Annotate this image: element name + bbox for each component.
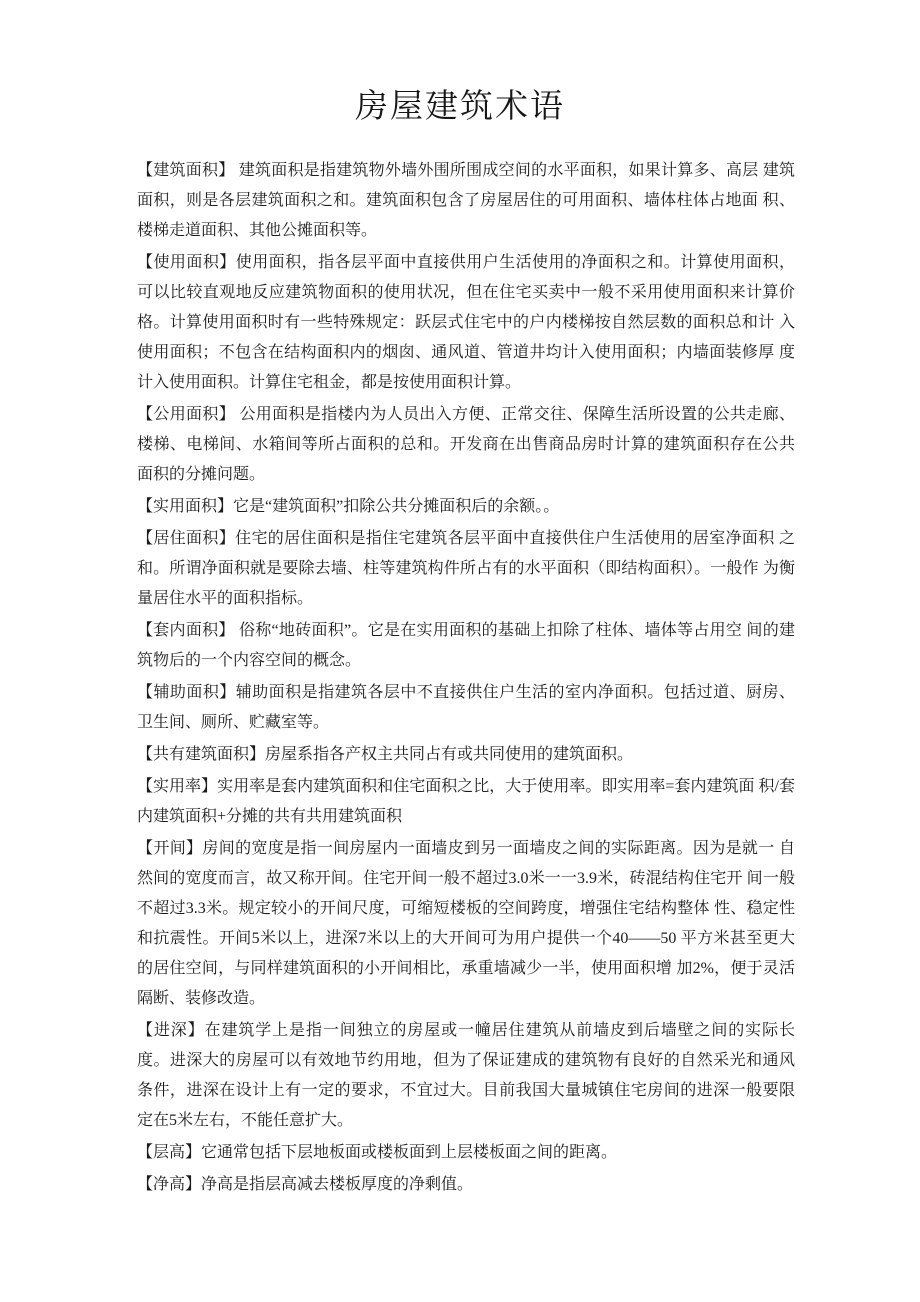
term-definition: 它通常包括下层地板面或楼板面到上层楼板面之间的距离。 xyxy=(201,1144,618,1161)
term-paragraph xyxy=(137,248,799,398)
term-label: 【净高】 xyxy=(137,1176,202,1193)
term-label: 【进深】 xyxy=(137,1022,205,1039)
term-definition: 俗称“地砖面积”。它是在实用面积的基础上扣除了柱体、墙体等占用空 间的建筑物后的一个内容空间的概念。 xyxy=(137,622,795,669)
term-definition: 公用面积是指楼内为人员出入方便、正常交往、保障生活所设置的公共走廊、 楼梯、电梯间、水箱间等所占面积的总和。开发商在出售商品房时计算的建筑面积存在公共 面积的分摊问题。 xyxy=(137,406,799,483)
term-paragraph xyxy=(137,1016,803,1136)
term-label: 【居住面积】 xyxy=(137,530,236,547)
term-paragraph xyxy=(137,772,795,832)
term-definition: 使用面积，指各层平面中直接供用户生活使用的净面积之和。计算使用面积， 可以比较直观地反应建筑物面积的使用状况，但在住宅买卖中一般不采用使用面积来计算价 格。计算使用面积时有一些特殊规定：跃层式住宅中的户内楼梯按自然层数的面积总和计 入使用面积；不包含在结构面积内的烟囱、通风道、管道井均计入使用面积；内墙面装修厚 度计入使用面积。计算住宅租金，都是按使用面积计算。 xyxy=(137,254,799,391)
term-paragraph xyxy=(137,492,795,522)
term-label: 【实用率】 xyxy=(137,778,218,795)
term-label: 【实用面积】 xyxy=(137,498,234,515)
term-definition: 净高是指层高减去楼板厚度的净剩值。 xyxy=(201,1176,474,1193)
term-label: 【套内面积】 xyxy=(137,622,235,639)
term-paragraph xyxy=(137,156,795,246)
term-paragraph xyxy=(137,616,795,676)
term-definition: 房间的宽度是指一间房屋内一面墙皮到另一面墙皮之间的实际距离。因为是就一 自然间的宽度而言，故又称开间。住宅开间一般不超过3.0米一一3.9米，砖混结构住宅开 间一般不超过3.3米。规定较小的开间尺度，可缩短楼板的空间跨度，增强住宅结构整体 性、稳定性和抗震性。开间5米以上，进深7米以上的大开间可为用户提供一个40——50 平方米甚至更大的居住空间，与同样建筑面积的小开间相比，承重墙减少一半，使用面积增 加2%，便于灵活隔断、装修改造。 xyxy=(137,840,795,1007)
term-label: 【公用面积】 xyxy=(137,406,236,423)
term-label: 【建筑面积】 xyxy=(137,162,235,179)
term-paragraph xyxy=(137,1170,795,1200)
term-definition: 住宅的居住面积是指住宅建筑各层平面中直接供住户生活使用的居室净面积 之和。所谓净面积就是要除去墙、柱等建筑构件所占有的水平面积（即结构面积）。一般作 为衡量居住水平的面积指标。 xyxy=(137,530,795,607)
term-label: 【开间】 xyxy=(137,840,203,857)
term-definition: 在建筑学上是指一间独立的房屋或一幢居住建筑从前墙皮到后墙壁之间的实际长 度。进深大的房屋可以有效地节约用地，但为了保证建成的建筑物有良好的自然采光和通风 条件，进深在设计上有一定的要求，不宜过大。目前我国大量城镇住宅房间的进深一般要限 定在5米左右，不能任意扩大。 xyxy=(137,1022,803,1129)
term-paragraph xyxy=(137,740,795,770)
term-paragraph xyxy=(137,1138,795,1168)
term-paragraph xyxy=(137,400,799,490)
term-definition: 辅助面积是指建筑各层中不直接供住户生活的室内净面积。包括过道、厨房、 卫生间、厕所、贮藏室等。 xyxy=(137,684,799,731)
term-definition: 房屋系指各产权主共同占有或共同使用的建筑面积。 xyxy=(265,746,634,763)
term-label: 【辅助面积】 xyxy=(137,684,236,701)
page-title: 房屋建筑术语 xyxy=(355,89,565,125)
term-definition: 建筑面积是指建筑物外墙外围所围成空间的水平面积，如果计算多、高层 建筑面积，则是各层建筑面积之和。建筑面积包含了房屋居住的可用面积、墙体柱体占地面 积、楼梯走道面积、其他公摊面积等。 xyxy=(137,162,795,239)
term-label: 【层高】 xyxy=(137,1144,202,1161)
document-body xyxy=(137,156,803,1200)
term-definition: 它是“建筑面积”扣除公共分摊面积后的余额。。 xyxy=(233,498,560,515)
term-paragraph xyxy=(137,524,795,614)
term-paragraph xyxy=(137,678,799,738)
term-label: 【使用面积】 xyxy=(137,254,236,271)
term-label: 【共有建筑面积】 xyxy=(137,746,266,763)
term-definition: 实用率是套内建筑面积和住宅面积之比，大于使用率。即实用率=套内建筑面 积/套内建筑面积+分摊的共有共用建筑面积 xyxy=(137,778,795,825)
term-paragraph xyxy=(137,834,795,1014)
